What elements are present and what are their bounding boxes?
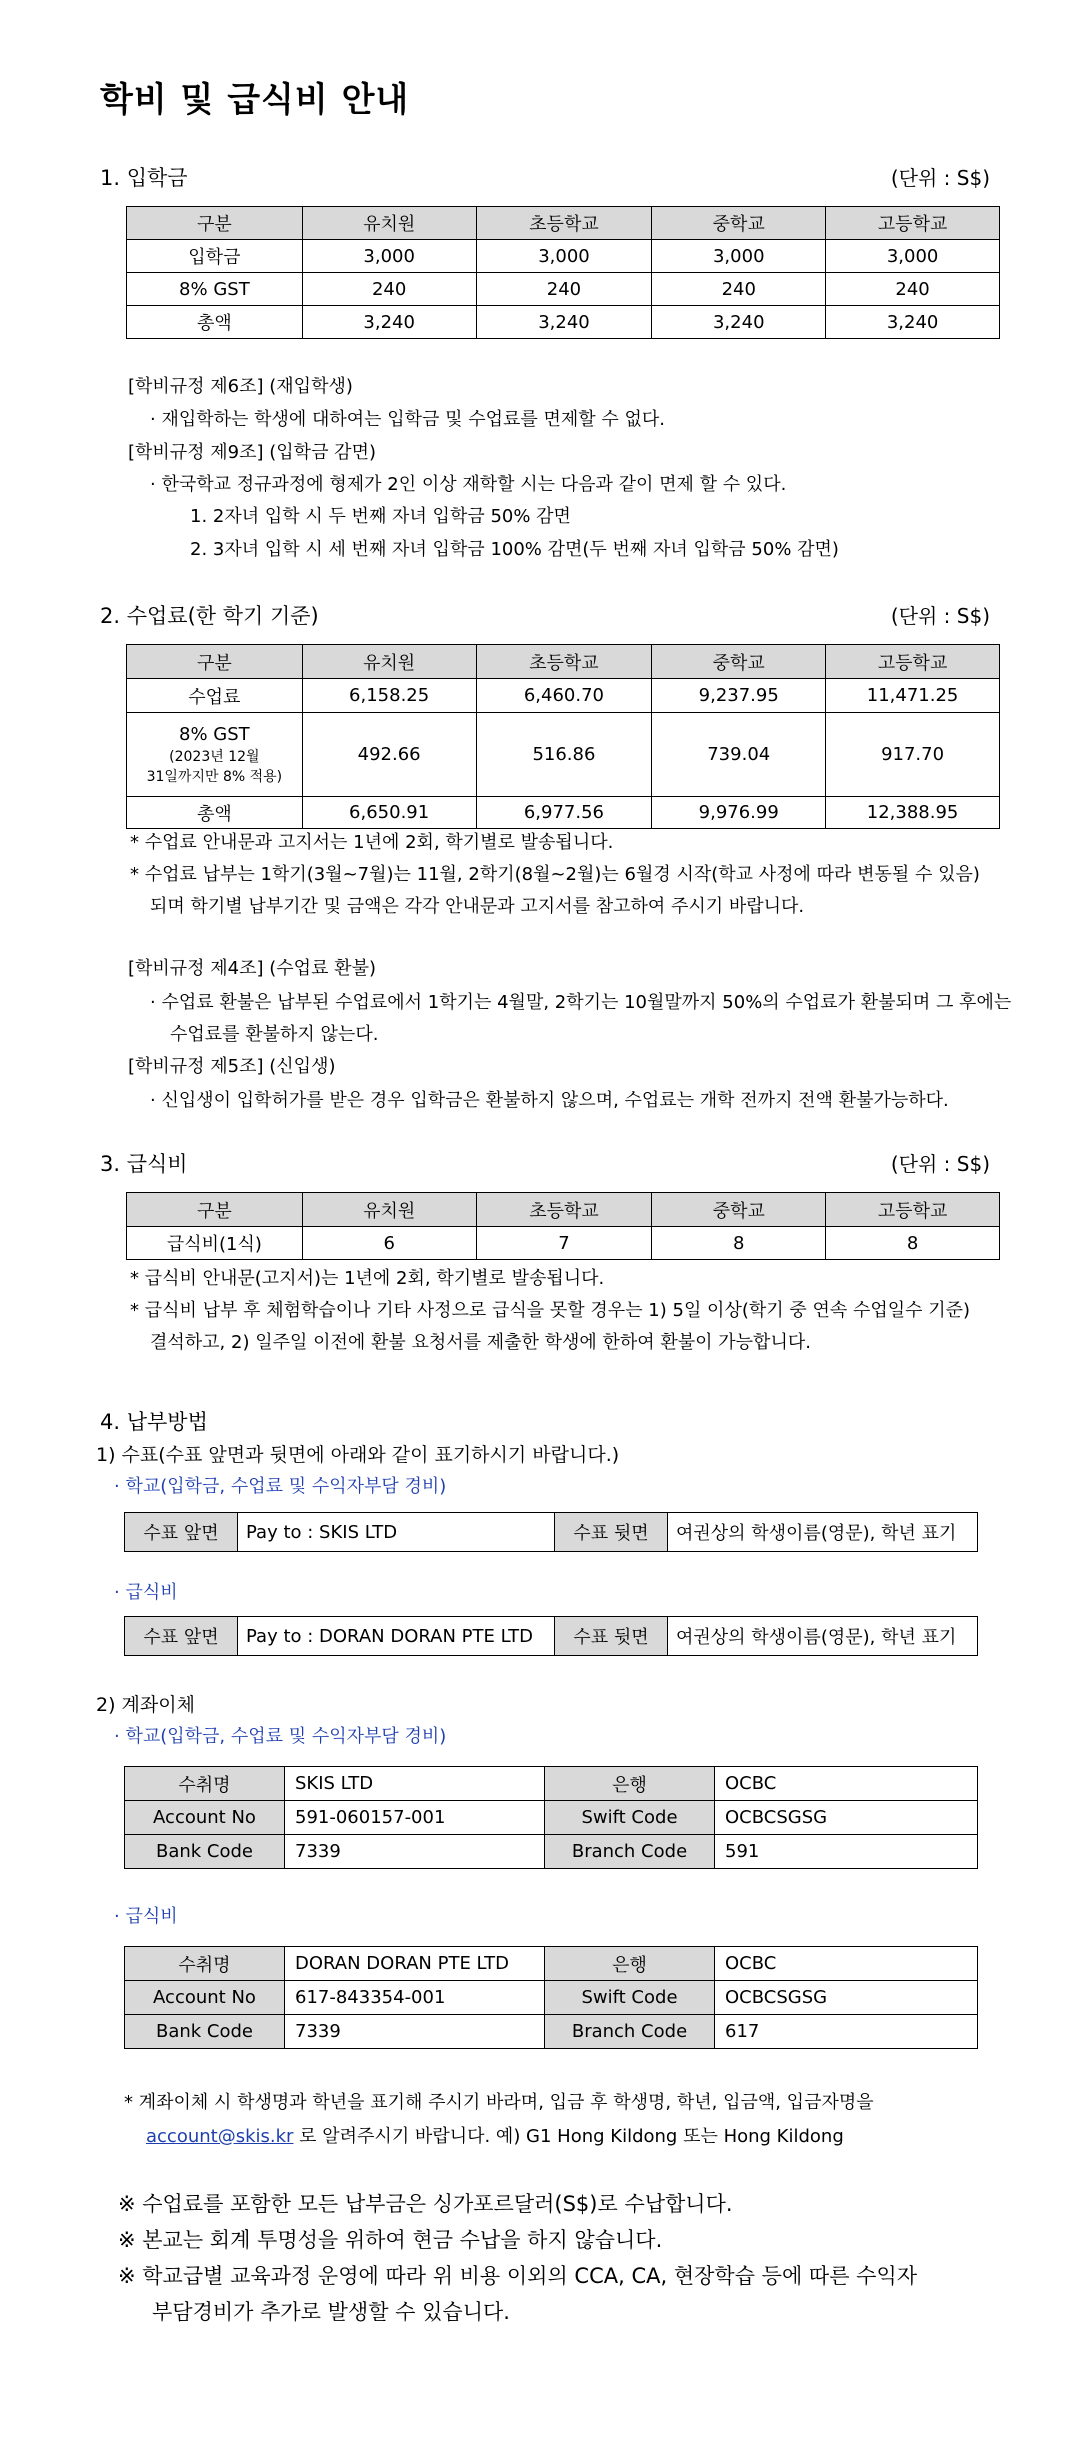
header-cell: 구분	[127, 207, 303, 240]
table-cell: 6,977.56	[476, 797, 652, 829]
table-cell: 739.04	[652, 713, 826, 797]
table-cell: 총액	[127, 797, 303, 829]
table-cell: 7	[476, 1227, 652, 1260]
bank-value-cell: OCBCSGSG	[715, 1801, 978, 1835]
table-cell: 516.86	[476, 713, 652, 797]
table-cell: 3,240	[652, 306, 826, 339]
table-cell: 8	[652, 1227, 826, 1260]
header-cell: 초등학교	[476, 645, 652, 679]
bank-value-cell: OCBC	[715, 1767, 978, 1801]
table-cell: 입학금	[127, 240, 303, 273]
section-2-unit: (단위 : S$)	[890, 604, 990, 628]
header-cell: 고등학교	[826, 1193, 1000, 1227]
table-cell: 240	[476, 273, 652, 306]
header-cell: 초등학교	[476, 1193, 652, 1227]
header-cell: 유치원	[302, 645, 476, 679]
bank-value-cell: DORAN DORAN PTE LTD	[285, 1947, 545, 1981]
cheque-school-label: · 학교(입학금, 수업료 및 수익자부담 경비)	[114, 1476, 447, 1497]
table-row	[125, 1835, 978, 1869]
bank-value-cell: 591	[715, 1835, 978, 1869]
cheque-front-label: 수표 앞면	[125, 1513, 238, 1552]
table-row	[127, 797, 1000, 829]
gst-note-line: 31일까지만 8% 적용)	[146, 768, 283, 785]
rule-text: · 재입학하는 학생에 대하여는 입학금 및 수업료를 면제할 수 없다.	[150, 409, 666, 430]
footer-note: 부담경비가 추가로 발생할 수 있습니다.	[152, 2300, 510, 2324]
table-row	[127, 273, 1000, 306]
rule-text: 수업료를 환불하지 않는다.	[170, 1024, 379, 1045]
bank-value-cell: 617-843354-001	[285, 1981, 545, 2015]
cheque-back-value: 여권상의 학생이름(영문), 학년 표기	[668, 1617, 978, 1656]
table-cell: 3,000	[652, 240, 826, 273]
table-cell: 3,000	[476, 240, 652, 273]
table-row	[125, 1947, 978, 1981]
bank-label-cell: 수취명	[125, 1947, 285, 1981]
table-row	[125, 2015, 978, 2049]
bank-label-cell: Branch Code	[545, 2015, 715, 2049]
cheque-back-label: 수표 뒷면	[555, 1513, 668, 1552]
tuition-note: * 수업료 납부는 1학기(3월~7월)는 11월, 2학기(8월~2월)는 6월경 시작(학교 사정에 따라 변동될 수 있음)	[130, 864, 980, 885]
table-cell: 8% GST	[127, 273, 303, 306]
header-cell: 중학교	[652, 207, 826, 240]
table-row	[127, 306, 1000, 339]
tuition-note: * 수업료 안내문과 고지서는 1년에 2회, 학기별로 발송됩니다.	[130, 832, 614, 853]
meal-note: * 급식비 납부 후 체험학습이나 기타 사정으로 급식을 못할 경우는 1) 5일 이상(학기 중 연속 수업일수 기준)	[130, 1300, 971, 1321]
cheque-school-table	[124, 1512, 978, 1552]
meal-fee-table	[126, 1192, 1000, 1260]
table-cell: 9,976.99	[652, 797, 826, 829]
header-cell: 유치원	[302, 1193, 476, 1227]
table-cell: 급식비(1식)	[127, 1227, 303, 1260]
footer-note: ※ 수업료를 포함한 모든 납부금은 싱가포르달러(S$)로 수납합니다.	[118, 2192, 733, 2216]
header-cell: 구분	[127, 645, 303, 679]
bank-value-cell: 7339	[285, 1835, 545, 1869]
rule-text: · 신입생이 입학허가를 받은 경우 입학금은 환불하지 않으며, 수업료는 개학 전까지 전액 환불가능하다.	[150, 1090, 949, 1111]
table-cell: 3,240	[302, 306, 476, 339]
account-email-link[interactable]: account@skis.kr	[146, 2126, 294, 2147]
table-cell: 3,000	[826, 240, 1000, 273]
bank-label-cell: Account No	[125, 1981, 285, 2015]
bank-label-cell: 은행	[545, 1767, 715, 1801]
bank-label-cell: Swift Code	[545, 1801, 715, 1835]
table-cell: 9,237.95	[652, 679, 826, 713]
table-cell: 총액	[127, 306, 303, 339]
header-cell: 중학교	[652, 645, 826, 679]
bank-label-cell: 수취명	[125, 1767, 285, 1801]
bank-meal-table	[124, 1946, 978, 2049]
bank-school-table	[124, 1766, 978, 1869]
bank-label-cell: Branch Code	[545, 1835, 715, 1869]
table-cell: 8	[826, 1227, 1000, 1260]
table-cell: 6	[302, 1227, 476, 1260]
rule-text: 2. 3자녀 입학 시 세 번째 자녀 입학금 100% 감면(두 번째 자녀 입학금 50% 감면)	[190, 539, 839, 560]
table-cell: 수업료	[127, 679, 303, 713]
bank-value-cell: 591-060157-001	[285, 1801, 545, 1835]
cheque-front-value: Pay to : DORAN DORAN PTE LTD	[238, 1617, 555, 1656]
bank-school-label: · 학교(입학금, 수업료 및 수익자부담 경비)	[114, 1726, 447, 1747]
section-3-unit: (단위 : S$)	[890, 1152, 990, 1176]
header-cell: 고등학교	[826, 645, 1000, 679]
table-cell: 3,240	[826, 306, 1000, 339]
bank-label-cell: Bank Code	[125, 2015, 285, 2049]
header-cell: 중학교	[652, 1193, 826, 1227]
section-1-unit: (단위 : S$)	[890, 166, 990, 190]
section-1-title: 1. 입학금	[100, 166, 188, 190]
bank-value-cell: OCBC	[715, 1947, 978, 1981]
table-cell: 917.70	[826, 713, 1000, 797]
header-cell: 구분	[127, 1193, 303, 1227]
bank-meal-label: · 급식비	[114, 1906, 178, 1927]
table-row	[125, 1981, 978, 2015]
table-cell: 12,388.95	[826, 797, 1000, 829]
table-cell: 6,158.25	[302, 679, 476, 713]
bank-label-cell: 은행	[545, 1947, 715, 1981]
transfer-note-line2	[146, 2122, 844, 2152]
cheque-meal-table	[124, 1616, 978, 1656]
meal-note: * 급식비 안내문(고지서)는 1년에 2회, 학기별로 발송됩니다.	[130, 1268, 605, 1289]
transfer-note: * 계좌이체 시 학생명과 학년을 표기해 주시기 바라며, 입금 후 학생명, 학년, 입금액, 입금자명을	[124, 2092, 874, 2113]
table-cell: 3,240	[476, 306, 652, 339]
footer-note: ※ 본교는 회계 투명성을 위하여 현금 수납을 하지 않습니다.	[118, 2228, 663, 2252]
rule-text: 1. 2자녀 입학 시 두 번째 자녀 입학금 50% 감면	[190, 506, 571, 527]
cheque-back-value: 여권상의 학생이름(영문), 학년 표기	[668, 1513, 978, 1552]
transfer-note-text: 로 알려주시기 바랍니다. 예) G1 Hong Kildong 또는 Hong Kildong	[293, 2126, 844, 2147]
table-cell: 492.66	[302, 713, 476, 797]
table-row	[127, 1227, 1000, 1260]
bank-value-cell: 617	[715, 2015, 978, 2049]
table-cell: 11,471.25	[826, 679, 1000, 713]
table-row	[125, 1801, 978, 1835]
page-title: 학비 및 급식비 안내	[100, 80, 410, 120]
table-row	[125, 1767, 978, 1801]
table-cell: 240	[652, 273, 826, 306]
rule-heading: [학비규정 제5조] (신입생)	[128, 1056, 336, 1077]
tuition-note: 되며 학기별 납부기간 및 금액은 각각 안내문과 고지서를 참고하여 주시기 바랍니다.	[150, 896, 805, 917]
rule-text: · 수업료 환불은 납부된 수업료에서 1학기는 4월말, 2학기는 10월말까지 50%의 수업료가 환불되며 그 후에는	[150, 992, 1012, 1013]
footer-note: ※ 학교급별 교육과정 운영에 따라 위 비용 이외의 CCA, CA, 현장학습 등에 따른 수익자	[118, 2264, 918, 2288]
cheque-meal-label: · 급식비	[114, 1582, 178, 1603]
bank-value-cell: 7339	[285, 2015, 545, 2049]
table-cell: 240	[302, 273, 476, 306]
header-cell: 유치원	[302, 207, 476, 240]
header-cell: 고등학교	[826, 207, 1000, 240]
table-cell: 240	[826, 273, 1000, 306]
section-2-title: 2. 수업료(한 학기 기준)	[100, 604, 319, 628]
header-cell: 초등학교	[476, 207, 652, 240]
rule-heading: [학비규정 제9조] (입학금 감면)	[128, 442, 376, 463]
section-4-title: 4. 납부방법	[100, 1410, 208, 1434]
bank-value-cell: OCBCSGSG	[715, 1981, 978, 2015]
cheque-back-label: 수표 뒷면	[555, 1617, 668, 1656]
cheque-front-value: Pay to : SKIS LTD	[238, 1513, 555, 1552]
gst-note-line: (2023년 12월	[169, 748, 260, 765]
table-cell: 6,650.91	[302, 797, 476, 829]
table-row	[127, 240, 1000, 273]
rule-heading: [학비규정 제4조] (수업료 환불)	[128, 958, 376, 979]
cheque-front-label: 수표 앞면	[125, 1617, 238, 1656]
bank-label-cell: Swift Code	[545, 1981, 715, 2015]
table-row	[127, 679, 1000, 713]
meal-note: 결석하고, 2) 일주일 이전에 환불 요청서를 제출한 학생에 한하여 환불이 가능합니다.	[150, 1332, 811, 1353]
rule-heading: [학비규정 제6조] (재입학생)	[128, 376, 353, 397]
table-row	[127, 713, 1000, 797]
bank-label-cell: Bank Code	[125, 1835, 285, 1869]
bank-label-cell: Account No	[125, 1801, 285, 1835]
section-3-title: 3. 급식비	[100, 1152, 188, 1176]
cheque-subheading: 1) 수표(수표 앞면과 뒷면에 아래와 같이 표기하시기 바랍니다.)	[96, 1444, 620, 1466]
gst-label: 8% GST	[179, 723, 250, 745]
table-cell: 3,000	[302, 240, 476, 273]
tuition-table	[126, 644, 1000, 829]
table-cell: 6,460.70	[476, 679, 652, 713]
admission-fee-table	[126, 206, 1000, 339]
gst-label-cell	[127, 713, 303, 797]
rule-text: · 한국학교 정규과정에 형제가 2인 이상 재학할 시는 다음과 같이 면제 할 수 있다.	[150, 474, 787, 495]
bank-value-cell: SKIS LTD	[285, 1767, 545, 1801]
transfer-subheading: 2) 계좌이체	[96, 1694, 195, 1716]
